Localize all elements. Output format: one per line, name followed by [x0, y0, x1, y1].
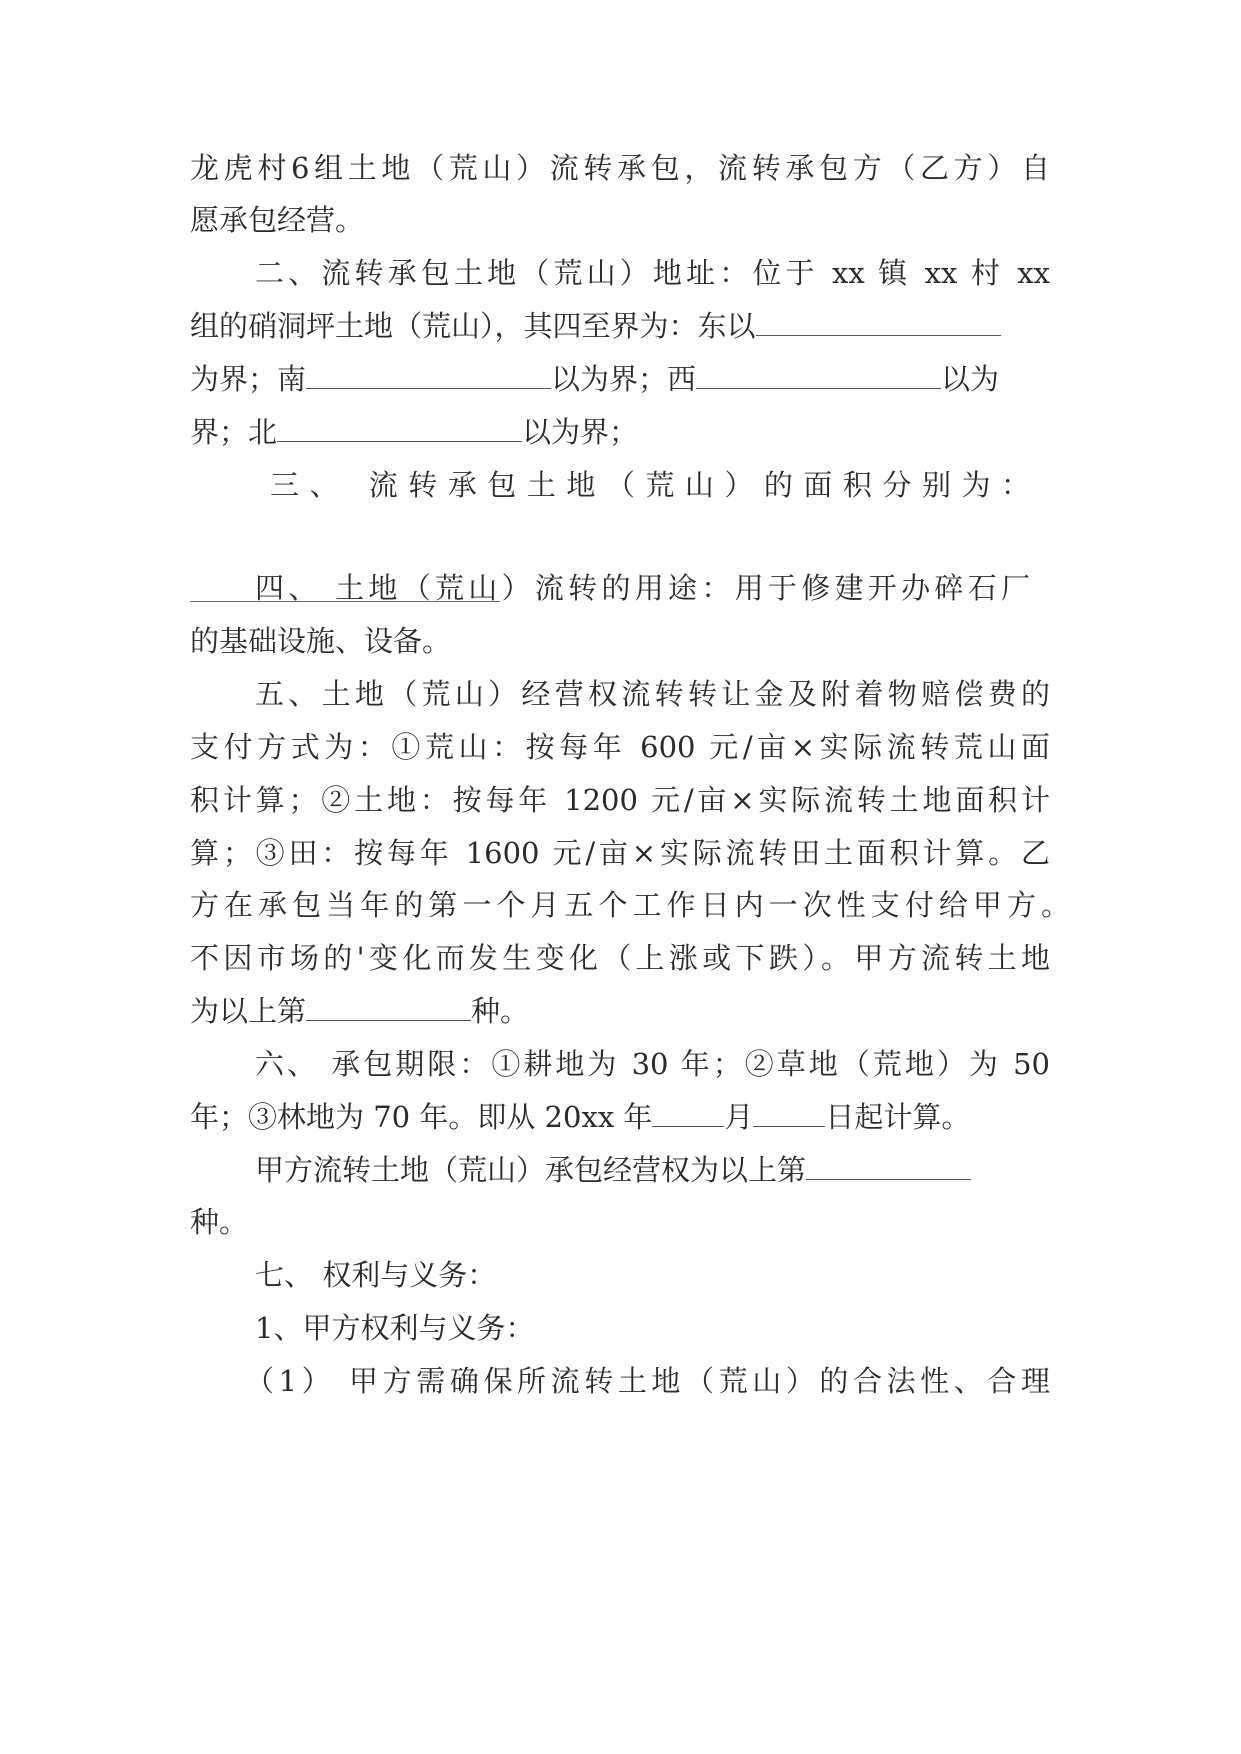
section-3-heading: 三、 流转承包土地（荒山）的面积分别为： — [270, 468, 1030, 502]
paragraph-line — [190, 991, 1050, 1031]
boundary-east-blank — [756, 309, 1001, 336]
boundary-west-blank — [696, 362, 941, 389]
paragraph-line: 龙虎村6组土地（荒山）流转承包，流转承包方（乙方）自 — [190, 151, 1050, 185]
section-7-heading: 七、 权利与义务： — [255, 1258, 497, 1292]
boundary-west-label: 以为界；西 — [551, 362, 697, 396]
boundary-south-label: 为界；南 — [190, 362, 307, 396]
section-4-heading: 四、 土地（荒山）流转的用途：用于修建开办碎石厂 — [255, 571, 1030, 605]
paragraph-text: 以为 — [941, 362, 1000, 396]
day-blank — [753, 1100, 825, 1127]
paragraph-line: 支付方式为：①荒山：按每年 600 元/亩×实际流转荒山面 — [190, 730, 1050, 764]
paragraph-text: 月 — [724, 1100, 754, 1134]
paragraph-line: 种。 — [190, 1205, 249, 1239]
section-6-heading: 六、 承包期限：①耕地为 30 年；②草地（荒地）为 50 — [255, 1047, 1050, 1081]
paragraph-line: 愿承包经营。 — [190, 203, 365, 237]
paragraph-text: 年；③林地为 70 年。即从 20xx 年 — [190, 1100, 653, 1134]
section-2-heading: 二、流转承包土地（荒山）地址：位于 xx 镇 xx 村 xx — [255, 256, 1050, 290]
paragraph-line: 积计算；②土地：按每年 1200 元/亩×实际流转土地面积计 — [190, 783, 1050, 817]
paragraph-line: 算；③田：按每年 1600 元/亩×实际流转田土面积计算。乙 — [190, 836, 1050, 870]
paragraph-line: 不因市场的'变化而发生变化（上涨或下跌）。甲方流转土地 — [190, 941, 1050, 975]
paragraph-line — [190, 359, 1050, 399]
paragraph-text: 以为界； — [522, 415, 639, 449]
paragraph-text: 甲方流转土地（荒山）承包经营权为以上第 — [255, 1153, 807, 1187]
paragraph-line: 的基础设施、设备。 — [190, 624, 452, 658]
paragraph-line: 方在承包当年的第一个月五个工作日内一次性支付给甲方。 — [190, 888, 1070, 922]
paragraph-text: 日起计算。 — [825, 1100, 971, 1134]
subsection-heading: 1、甲方权利与义务： — [255, 1311, 535, 1345]
boundary-north-blank — [277, 415, 522, 442]
section-5-heading: 五、土地（荒山）经营权流转转让金及附着物赔偿费的 — [255, 677, 1050, 711]
boundary-south-blank — [306, 362, 551, 389]
boundary-east-label: 组的硝洞坪土地（荒山），其四至界为：东以 — [190, 309, 756, 343]
paragraph-text: 为以上第 — [190, 994, 307, 1028]
paragraph-line — [190, 412, 1050, 452]
paragraph-text: 种。 — [471, 994, 530, 1028]
type-blank — [806, 1153, 971, 1180]
paragraph-line — [255, 1150, 1050, 1190]
paragraph-line — [190, 306, 1050, 346]
paragraph-line: （1） 甲方需确保所流转土地（荒山）的合法性、合理 — [245, 1364, 1050, 1398]
paragraph-line — [190, 1097, 1050, 1137]
boundary-north-label: 界；北 — [190, 415, 278, 449]
month-blank — [652, 1100, 724, 1127]
type-blank — [306, 994, 471, 1021]
